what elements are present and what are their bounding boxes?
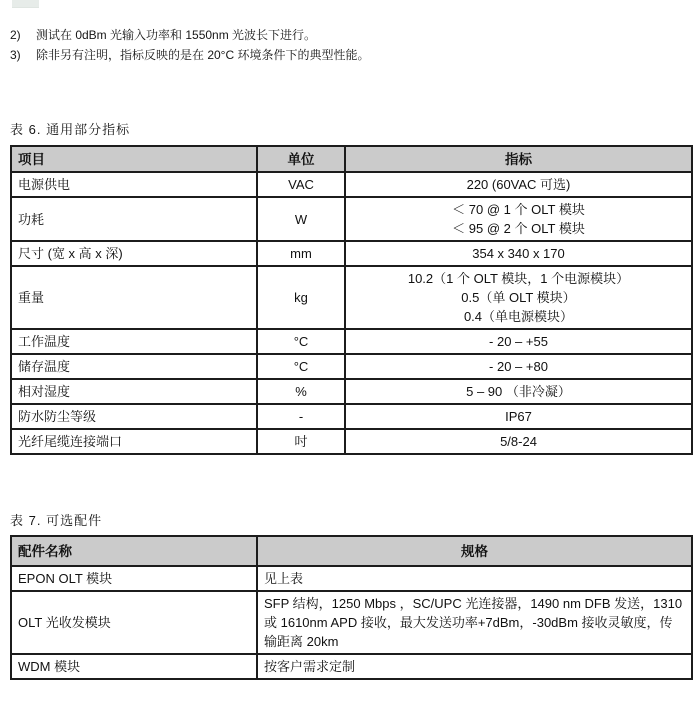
spec-line: ＜ 70 @ 1 个 OLT 模块 [452,202,585,217]
table6-title: 表 6. 通用部分指标 [10,122,131,137]
note-item [10,45,369,65]
name-cell: WDM 模块 [11,654,257,679]
spec-cell: - 20 – +80 [345,354,692,379]
note-text: 除非另有注明，指标反映的是在 20°C 环境条件下的典型性能。 [36,48,370,62]
table-row [11,566,692,591]
item-cell: 电源供电 [11,172,257,197]
table-row [11,197,692,241]
general-specs-table [10,145,693,455]
spec-cell: 5/8-24 [345,429,692,454]
header-cell-spec: 指标 [345,146,692,172]
header-cell-spec: 规格 [257,536,692,566]
note-number: 2) [10,28,21,42]
notes-list [10,25,369,65]
note-item [10,25,369,45]
note-number: 3) [10,48,21,62]
unit-cell: % [257,379,345,404]
item-cell: 相对湿度 [11,379,257,404]
unit-cell: VAC [257,172,345,197]
spec-cell: - 20 – +55 [345,329,692,354]
item-cell: 光纤尾缆连接端口 [11,429,257,454]
spec-cell: 5 – 90 （非冷凝） [345,379,692,404]
header-cell-name: 配件名称 [11,536,257,566]
note-text: 测试在 0dBm 光输入功率和 1550nm 光波长下进行。 [36,28,317,42]
table-row [11,429,692,454]
spec-line: 10.2（1 个 OLT 模块，1 个电源模块） [407,271,630,286]
table7-title: 表 7. 可选配件 [10,513,103,528]
table-row [11,404,692,429]
name-cell: OLT 光收发模块 [11,591,257,654]
table-header-row [11,146,692,172]
item-cell: 防水防尘等级 [11,404,257,429]
unit-cell: W [257,197,345,241]
spec-line: ＜ 95 @ 2 个 OLT 模块 [452,221,585,236]
spec-cell [345,266,692,329]
optional-accessories-table [10,535,693,680]
unit-cell: 吋 [257,429,345,454]
table-header-row [11,536,692,566]
spec-cell: IP67 [345,404,692,429]
unit-cell: - [257,404,345,429]
unit-cell: °C [257,354,345,379]
unit-cell: kg [257,266,345,329]
spec-cell: SFP 结构，1250 Mbps ，SC/UPC 光连接器，1490 nm DFB 发送，1310 或 1610nm APD 接收，最大发送功率+7dBm，-30dBm 接收灵敏度，传输距离 20km [257,591,692,654]
table-row [11,354,692,379]
table-row [11,172,692,197]
unit-cell: °C [257,329,345,354]
item-cell: 重量 [11,266,257,329]
item-cell: 功耗 [11,197,257,241]
spec-cell: 见上表 [257,566,692,591]
table-row [11,654,692,679]
table-row [11,241,692,266]
item-cell: 尺寸 (宽 x 高 x 深) [11,241,257,266]
table-row [11,379,692,404]
item-cell: 工作温度 [11,329,257,354]
spec-cell [345,197,692,241]
name-cell: EPON OLT 模块 [11,566,257,591]
header-cell-item: 项目 [11,146,257,172]
spec-cell: 354 x 340 x 170 [345,241,692,266]
table-row [11,591,692,654]
spec-line: 0.4（单电源模块） [463,309,574,324]
spec-cell: 按客户需求定制 [257,654,692,679]
cropped-image-fragment [12,0,39,8]
unit-cell: mm [257,241,345,266]
item-cell: 储存温度 [11,354,257,379]
table-row [11,266,692,329]
header-cell-unit: 单位 [257,146,345,172]
table-row [11,329,692,354]
spec-cell: 220 (60VAC 可选) [345,172,692,197]
spec-line: 0.5（单 OLT 模块） [461,290,576,305]
